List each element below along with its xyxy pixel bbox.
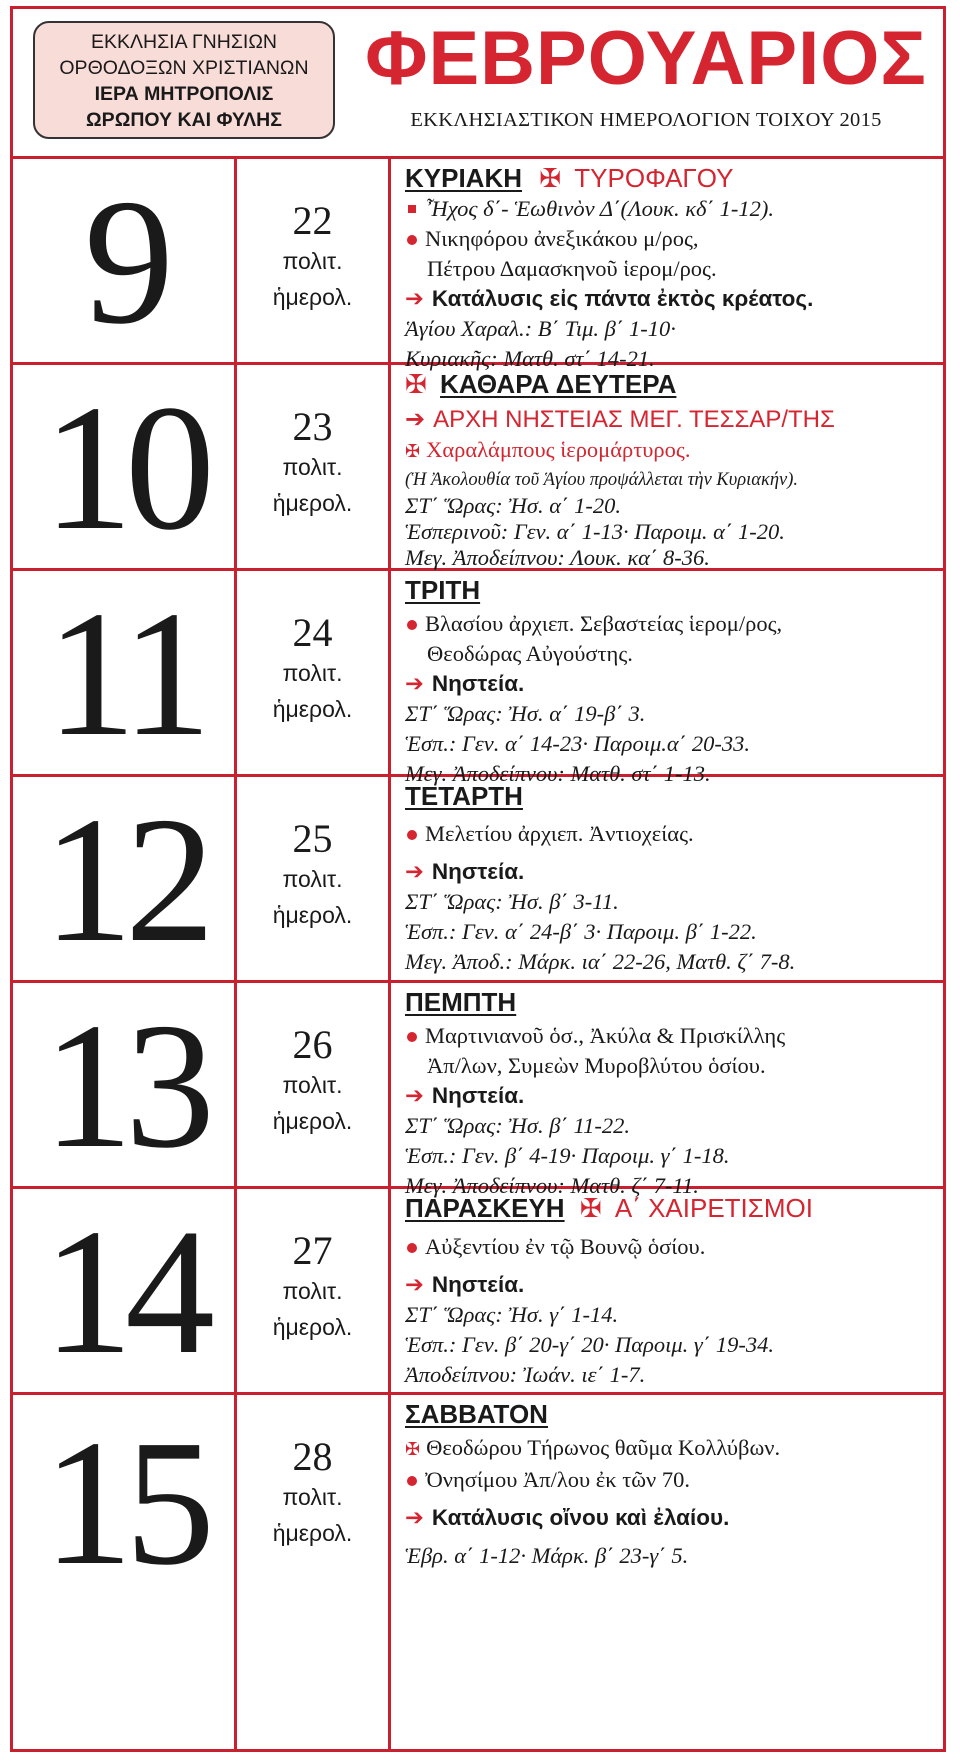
fasting-rule: ➔ Νηστεία. — [405, 859, 525, 885]
weekday-heading — [405, 987, 943, 1017]
reading-line: Ἀποδείπνου: Ἰωάν. ιε΄ 1-7. — [405, 1362, 646, 1387]
weekday-heading — [405, 575, 943, 605]
church-line: ΩΡΩΠΟΥ ΚΑΙ ΦΥΛΗΣ — [86, 109, 282, 131]
civil-label: πολιτ. — [282, 660, 343, 686]
calendar-subtitle: ΕΚΚΛΗΣΙΑΣΤΙΚΟΝ ΗΜΕΡΟΛΟΓΙΟΝ ΤΟΙΧΟΥ 2015 — [410, 109, 882, 131]
reading-line: Ἑσπ.: Γεν. α΄ 24-β΄ 3· Παροιμ. β΄ 1-22. — [405, 919, 757, 944]
weekday-name: ΤΡΙΤΗ — [405, 575, 481, 605]
saint-line: Βλασίου ἀρχιεπ. Σεβαστείας ἱερομ/ρος, — [405, 609, 943, 639]
civil-label: πολιτ. — [282, 454, 343, 480]
reading-line: ΣΤ΄ Ὥρας: Ἠσ. α΄ 1-20. — [405, 493, 622, 518]
saint-line: Μελετίου ἀρχιεπ. Ἀντιοχείας. — [405, 819, 943, 849]
day-number: 12 — [43, 780, 207, 979]
calendar-page — [10, 6, 946, 1752]
weekday-heading — [405, 163, 943, 194]
day-number: 15 — [43, 1403, 207, 1602]
feast-name: Α΄ ΧΑΙΡΕΤΙΣΜΟΙ — [614, 1193, 813, 1223]
church-line: ΟΡΘΟΔΟΞΩΝ ΧΡΙΣΤΙΑΝΩΝ — [59, 57, 309, 79]
reading-line: Ἑβρ. α΄ 1-12· Μάρκ. β΄ 23-γ΄ 5. — [405, 1543, 689, 1568]
saint-line-continued: Πέτρου Δαμασκηνοῦ ἱερομ/ρος. — [427, 256, 717, 281]
civil-label: πολιτ. — [282, 1278, 343, 1304]
day-row — [13, 1395, 943, 1749]
arrow-icon: ➔ — [405, 286, 424, 312]
weekday-name: ΚΥΡΙΑΚΗ — [405, 163, 523, 193]
day-row — [13, 571, 943, 786]
fasting-rule: ➔ Νηστεία. — [405, 1083, 525, 1109]
day-content — [391, 571, 943, 786]
calendar-label: ἡμερολ. — [272, 1314, 353, 1340]
day-number: 13 — [43, 986, 207, 1185]
civil-label: πολιτ. — [282, 1072, 343, 1098]
weekday-name: ΠΑΡΑΣΚΕΥΗ — [405, 1193, 565, 1223]
weekday-heading — [405, 781, 943, 811]
square-bullet-icon — [408, 205, 416, 213]
arrow-icon: ➔ — [405, 671, 424, 697]
day-content — [391, 365, 943, 568]
calendar-label: ἡμερολ. — [272, 902, 353, 928]
day-number: 14 — [43, 1192, 207, 1391]
saint-line: Νικηφόρου ἀνεξικάκου μ/ρος, — [405, 224, 943, 254]
civil-day-number: 27 — [292, 1228, 333, 1273]
weekday-heading — [405, 1193, 943, 1224]
cross-icon: ✠ — [405, 1439, 421, 1460]
bullet-icon — [407, 1032, 417, 1042]
reading-line: Μεγ. Ἀποδείπνου: Ματθ. ζ΄ 7-11. — [405, 1173, 699, 1198]
saint-line: ✠ Θεοδώρου Τήρωνος θαῦμα Κολλύβων. — [405, 1435, 781, 1460]
header — [13, 9, 943, 159]
reading-line: Μεγ. Ἀποδείπνου: Ματθ. στ΄ 1-13. — [405, 761, 711, 786]
bullet-icon — [407, 1476, 417, 1486]
calendar-label: ἡμερολ. — [272, 1108, 353, 1134]
church-line: ΙΕΡΑ ΜΗΤΡΟΠΟΛΙΣ — [94, 83, 274, 105]
civil-label: πολιτ. — [282, 1484, 343, 1510]
civil-label: πολιτ. — [282, 248, 343, 274]
saint-line: ✠ Χαραλάμπους ἱερομάρτυρος. — [405, 437, 691, 462]
bullet-icon — [407, 235, 417, 245]
reading-line: ΣΤ΄ Ὥρας: Ἠσ. α΄ 19-β΄ 3. — [405, 701, 646, 726]
reading-line: ΣΤ΄ Ὥρας: Ἠσ. β΄ 3-11. — [405, 889, 619, 914]
day-row — [13, 777, 943, 983]
bullet-icon — [407, 830, 417, 840]
bullet-icon — [407, 1243, 417, 1253]
fasting-rule: ➔ Νηστεία. — [405, 671, 525, 697]
day-number: 10 — [43, 368, 207, 567]
church-line: ΕΚΚΛΗΣΙΑ ΓΝΗΣΙΩΝ — [91, 31, 277, 53]
arrow-icon: ➔ — [405, 859, 424, 885]
civil-day-number: 25 — [292, 816, 333, 861]
month-title: ΦΕΒΡΟΥΑΡΙΟΣ — [365, 16, 927, 101]
civil-day-number: 26 — [292, 1022, 333, 1067]
fasting-rule: ➔ Κατάλυσις εἰς πάντα ἐκτὸς κρέατος. — [405, 286, 814, 312]
arrow-icon: ➔ — [405, 405, 426, 433]
day-content — [391, 983, 943, 1198]
day-row — [13, 1189, 943, 1395]
saint-line: Μαρτινιανοῦ ὁσ., Ἀκύλα & Πρισκίλλης — [405, 1021, 943, 1051]
reading-line: ΣΤ΄ Ὥρας: Ἠσ. β΄ 11-22. — [405, 1113, 630, 1138]
civil-day-number: 22 — [292, 198, 333, 243]
calendar-label: ἡμερολ. — [272, 284, 353, 310]
reading-line: Ἑσπ.: Γεν. β΄ 4-19· Παροιμ. γ΄ 1-18. — [405, 1143, 730, 1168]
calendar-label: ἡμερολ. — [272, 490, 353, 516]
fasting-rule: ➔ Νηστεία. — [405, 1272, 525, 1298]
reading-line: Ἑσπερινοῦ: Γεν. α΄ 1-13· Παροιμ. α΄ 1-20. — [405, 519, 785, 544]
reading-line: ΣΤ΄ Ὥρας: Ἠσ. γ΄ 1-14. — [405, 1302, 619, 1327]
weekday-heading — [405, 1399, 943, 1429]
civil-day-number: 23 — [292, 404, 333, 449]
fasting-rule: ➔ Κατάλυσις οἴνου καὶ ἐλαίου. — [405, 1505, 730, 1531]
cross-icon: ✠ — [405, 441, 421, 462]
calendar-label: ἡμερολ. — [272, 696, 353, 722]
day-content — [391, 777, 943, 980]
arrow-icon: ➔ — [405, 1272, 424, 1298]
feast-name: ΤΥΡΟΦΑΓΟΥ — [574, 163, 734, 193]
cross-icon: ✠ — [405, 370, 427, 400]
reading-line: Ἁγίου Χαραλ.: Β΄ Τιμ. β΄ 1-10· — [405, 316, 676, 341]
tone-line: Ἦχος δ΄- Ἑωθινὸν Δ΄(Λουκ. κδ΄ 1-12). — [405, 194, 943, 224]
reading-line: Ἑσπ.: Γεν. α΄ 14-23· Παροιμ.α΄ 20-33. — [405, 731, 750, 756]
day-number: 9 — [84, 162, 166, 361]
bullet-icon — [407, 620, 417, 630]
saint-line: Ὀνησίμου Ἀπ/λου ἐκ τῶν 70. — [405, 1465, 943, 1495]
saint-line-continued: Θεοδώρας Αὐγούστης. — [427, 641, 633, 666]
weekday-name: ΤΕΤΑΡΤΗ — [405, 781, 523, 811]
civil-day-number: 28 — [292, 1434, 333, 1479]
day-content — [391, 1395, 943, 1749]
day-row — [13, 159, 943, 371]
cross-icon: ✠ — [579, 1194, 602, 1224]
church-label-box — [33, 21, 335, 139]
civil-label: πολιτ. — [282, 866, 343, 892]
weekday-name: ΣΑΒΒΑΤΟΝ — [405, 1399, 548, 1429]
day-number: 11 — [46, 574, 204, 773]
day-row — [13, 365, 943, 571]
reading-line: Κυριακῆς: Ματθ. στ΄ 14-21. — [405, 346, 655, 371]
calendar-label: ἡμερολ. — [272, 1520, 353, 1546]
saint-line-continued: Ἀπ/λων, Συμεὼν Μυροβλύτου ὁσίου. — [427, 1053, 766, 1078]
arrow-icon: ➔ — [405, 1083, 424, 1109]
arrow-icon: ➔ — [405, 1505, 424, 1531]
day-row — [13, 983, 943, 1198]
day-content — [391, 1189, 943, 1392]
cross-icon: ✠ — [539, 164, 562, 194]
weekday-heading — [405, 369, 943, 400]
weekday-name: ΚΑΘΑΡΑ ΔΕΥΤΕΡΑ — [440, 369, 677, 399]
civil-day-number: 24 — [292, 610, 333, 655]
reading-line: Μεγ. Ἀποδείπνου: Λουκ. κα΄ 8-36. — [405, 545, 710, 570]
saint-line: Αὐξεντίου ἐν τῷ Βουνῷ ὁσίου. — [405, 1232, 943, 1262]
lent-start-line: ➔ ΑΡΧΗ ΝΗΣΤΕΙΑΣ ΜΕΓ. ΤΕΣΣΑΡ/ΤΗΣ — [405, 405, 835, 433]
reading-line: Ἑσπ.: Γεν. β΄ 20-γ΄ 20· Παροιμ. γ΄ 19-34. — [405, 1332, 775, 1357]
reading-line: Μεγ. Ἀποδ.: Μάρκ. ια΄ 22-26, Ματθ. ζ΄ 7-8. — [405, 949, 796, 974]
weekday-name: ΠΕΜΠΤΗ — [405, 987, 517, 1017]
day-content — [391, 159, 943, 371]
note-line: (Ἡ Ἀκολουθία τοῦ Ἁγίου προψάλλεται τὴν Κυριακήν). — [405, 470, 799, 490]
